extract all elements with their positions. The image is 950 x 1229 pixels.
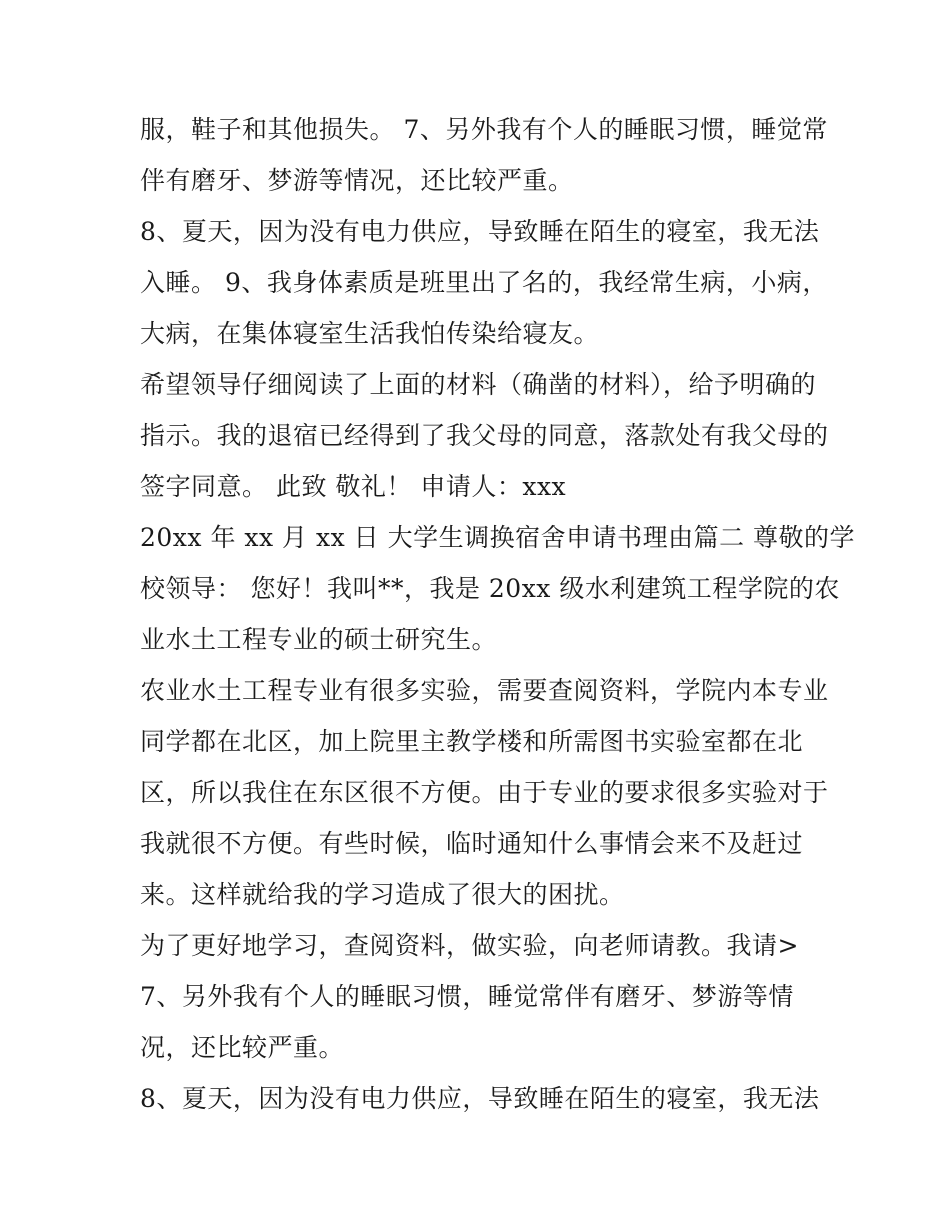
text-line: 况，还比较严重。 [140,1033,345,1062]
text-line: 为了更好地学习，查阅资料，做实验，向老师请教。我请> [140,931,799,960]
text-line: 入睡。 9、我身体素质是班里出了名的，我经常生病，小病， [140,268,828,297]
text-line: 校领导： 您好！我叫**，我是 20xx 级水利建筑工程学院的农 [140,574,840,603]
text-line: 7、另外我有个人的睡眠习惯，睡觉常伴有磨牙、梦游等情 [140,982,794,1011]
paragraph [140,665,829,920]
paragraph [140,920,820,971]
paragraph [140,512,856,665]
paragraph [140,206,828,359]
paragraph [140,104,828,206]
text-line: 来。这样就给我的学习造成了很大的困扰。 [140,880,625,909]
paragraph [140,971,820,1073]
paragraph [140,359,829,512]
text-line: 服，鞋子和其他损失。 7、另外我有个人的睡眠习惯，睡觉常 [140,115,828,144]
text-line: 大病，在集体寝室生活我怕传染给寝友。 [140,319,600,348]
text-line: 20xx 年 xx 月 xx 日 大学生调换宿舍申请书理由篇二 尊敬的学 [140,523,856,552]
text-line: 签字同意。 此致 敬礼！ 申请人：xxx [140,472,567,501]
paragraph [140,1073,820,1124]
text-line: 希望领导仔细阅读了上面的材料（确凿的材料），给予明确的 [140,370,817,399]
text-line: 8、夏天，因为没有电力供应，导致睡在陌生的寝室，我无法 [140,217,820,246]
text-line: 我就很不方便。有些时候，临时通知什么事情会来不及赶过 [140,829,804,858]
text-line: 业水土工程专业的硕士研究生。 [140,625,498,654]
text-line: 8、夏天，因为没有电力供应，导致睡在陌生的寝室，我无法 [140,1084,820,1113]
text-line: 同学都在北区，加上院里主教学楼和所需图书实验室都在北 [140,727,804,756]
text-line: 指示。我的退宿已经得到了我父母的同意，落款处有我父母的 [140,421,829,450]
text-line: 农业水土工程专业有很多实验，需要查阅资料，学院内本专业 [140,676,829,705]
document-body [140,104,856,1124]
text-line: 区，所以我住在东区很不方便。由于专业的要求很多实验对于 [140,778,829,807]
text-line: 伴有磨牙、梦游等情况，还比较严重。 [140,166,574,195]
